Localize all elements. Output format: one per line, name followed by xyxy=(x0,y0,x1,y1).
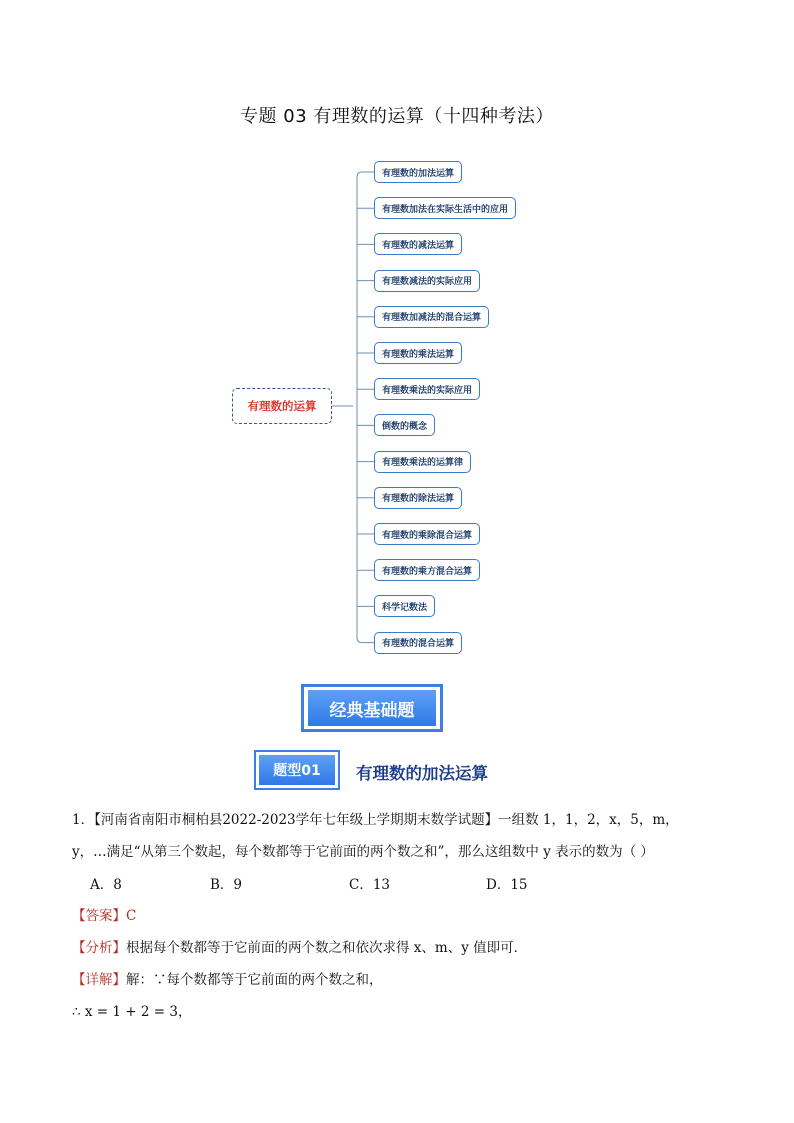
mindmap-branch: 有理数的乘法运算 xyxy=(374,342,462,364)
option-c: C．13 xyxy=(349,877,391,893)
detail-text: 解：∵每个数都等于它前面的两个数之和， xyxy=(126,972,383,988)
option-b: B．9 xyxy=(210,877,243,893)
analysis-label: 【分析】 xyxy=(72,940,126,956)
detail-line xyxy=(72,968,383,988)
question-source: 【河南省南阳市桐柏县2022-2023学年七年级上学期期末数学试题】 xyxy=(94,812,499,828)
page-title: 专题 03 有理数的运算（十四种考法） xyxy=(240,106,554,127)
question-type-title: 有理数的加法运算 xyxy=(356,764,488,783)
mindmap-branch: 有理数乘法的运算律 xyxy=(374,451,471,473)
mindmap-root: 有理数的运算 xyxy=(232,388,332,424)
question-line-1 xyxy=(72,808,679,828)
mindmap-branch: 有理数的乘方混合运算 xyxy=(374,559,480,581)
mindmap-branch: 有理数的减法运算 xyxy=(374,233,462,255)
section-banner-label: 经典基础题 xyxy=(308,690,436,726)
mindmap-branch: 有理数加减法的混合运算 xyxy=(374,306,489,328)
mindmap-branch: 有理数的混合运算 xyxy=(374,632,462,654)
answer-line xyxy=(72,904,136,924)
question-type-label: 题型01 xyxy=(259,755,335,785)
mindmap-branch: 有理数的除法运算 xyxy=(374,487,462,509)
mindmap-branch: 有理数的加法运算 xyxy=(374,161,462,183)
detail-label: 【详解】 xyxy=(72,972,126,988)
option-d: D．15 xyxy=(486,877,528,893)
formula-line: ∴ x = 1 + 2 = 3， xyxy=(72,1004,192,1020)
mindmap-branch: 倒数的概念 xyxy=(374,414,435,436)
mindmap-branch: 有理数减法的实际应用 xyxy=(374,270,480,292)
question-line-2: y，…满足“从第三个数起，每个数都等于它前面的两个数之和”，那么这组数中 y 表示的数为（ ） xyxy=(72,844,654,860)
mindmap-branch: 有理数乘法的实际应用 xyxy=(374,378,480,400)
question-type-badge xyxy=(254,750,340,790)
analysis-text: 根据每个数都等于它前面的两个数之和依次求得 x、m、y 值即可． xyxy=(126,940,528,956)
mindmap-branch: 有理数加法在实际生活中的应用 xyxy=(374,197,516,219)
answer-label: 【答案】 xyxy=(72,908,126,924)
question-number: 1． xyxy=(72,812,95,828)
option-a: A．8 xyxy=(90,877,122,893)
section-banner xyxy=(301,684,443,732)
mindmap-branch: 科学记数法 xyxy=(374,595,435,617)
analysis-line xyxy=(72,936,527,956)
answer-value: C xyxy=(126,908,137,924)
question-text-1: 一组数 1，1，2，x，5，m， xyxy=(498,812,679,828)
mindmap-branch: 有理数的乘除混合运算 xyxy=(374,523,480,545)
